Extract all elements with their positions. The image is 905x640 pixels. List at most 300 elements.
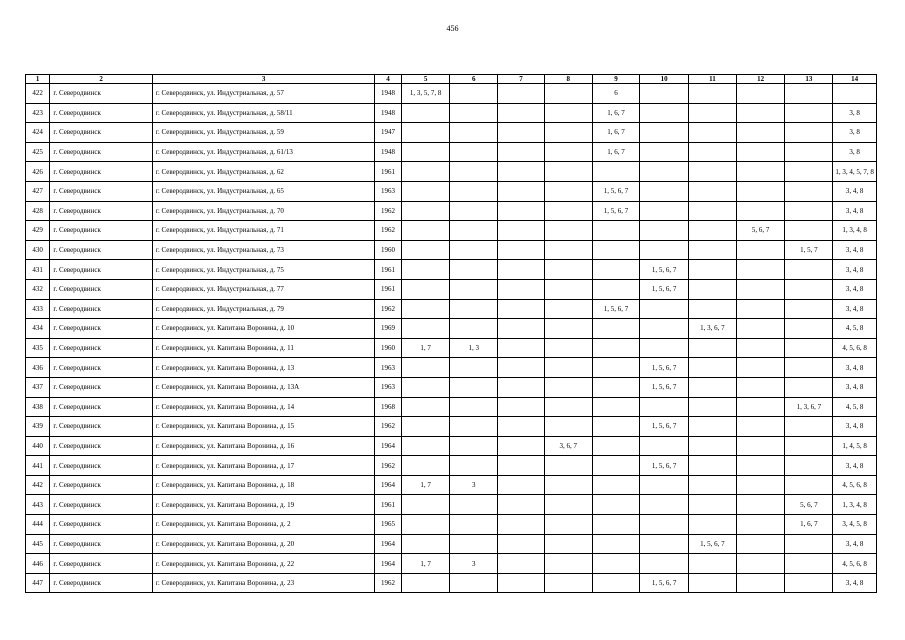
table-cell-col-6 [450,397,498,417]
table-cell-col-1: 431 [26,260,50,280]
table-cell-col-13 [785,534,833,554]
table-cell-col-9 [592,358,640,378]
table-cell-col-1: 432 [26,279,50,299]
table-cell-col-9: 1, 5, 6, 7 [592,201,640,221]
table-cell-col-2: г. Северодвинск [50,162,153,182]
table-cell-col-6 [450,495,498,515]
column-header-2: 2 [50,75,153,84]
table-cell-col-8 [544,397,592,417]
table-cell-col-1: 444 [26,515,50,535]
column-number-header-row [26,75,877,84]
table-cell-col-10 [640,162,689,182]
table-cell-col-14: 4, 5, 8 [833,319,877,339]
table-cell-col-7 [498,103,545,123]
table-cell-col-11 [689,181,737,201]
table-cell-col-11 [689,417,737,437]
table-cell-col-14: 4, 5, 6, 8 [833,554,877,574]
table-cell-col-7 [498,475,545,495]
table-cell-col-13: 1, 5, 7 [785,240,833,260]
table-cell-col-10 [640,240,689,260]
table-cell-col-4: 1962 [375,573,401,593]
table-cell-col-14: 1, 3, 4, 5, 7, 8 [833,162,877,182]
table-cell-col-7 [498,417,545,437]
table-cell-col-5 [401,358,450,378]
table-cell-col-1: 439 [26,417,50,437]
table-cell-col-1: 430 [26,240,50,260]
table-cell-col-1: 429 [26,221,50,241]
table-cell-col-2: г. Северодвинск [50,515,153,535]
table-cell-col-7 [498,554,545,574]
table-cell-col-11 [689,358,737,378]
table-cell-col-3: г. Северодвинск, ул. Индустриальная, д. 75 [152,260,374,280]
table-cell-col-12 [736,181,785,201]
table-body [26,84,877,593]
table-cell-col-4: 1961 [375,279,401,299]
table-cell-col-3: г. Северодвинск, ул. Индустриальная, д. 70 [152,201,374,221]
table-cell-col-8 [544,123,592,143]
table-cell-col-5 [401,279,450,299]
table-cell-col-10: 1, 5, 6, 7 [640,377,689,397]
table-cell-col-10 [640,319,689,339]
table-cell-col-10 [640,103,689,123]
table-cell-col-4: 1965 [375,515,401,535]
table-cell-col-7 [498,201,545,221]
table-cell-col-8 [544,358,592,378]
table-cell-col-1: 434 [26,319,50,339]
table-cell-col-14: 4, 5, 6, 8 [833,338,877,358]
table-row [26,554,877,574]
table-cell-col-1: 424 [26,123,50,143]
table-cell-col-5 [401,299,450,319]
table-cell-col-10 [640,515,689,535]
table-cell-col-13 [785,221,833,241]
table-cell-col-7 [498,456,545,476]
table-cell-col-10 [640,142,689,162]
table-cell-col-10: 1, 5, 6, 7 [640,573,689,593]
table-cell-col-4: 1964 [375,436,401,456]
table-cell-col-9 [592,279,640,299]
table-cell-col-7 [498,142,545,162]
column-header-10: 10 [640,75,689,84]
table-cell-col-4: 1963 [375,377,401,397]
table-cell-col-12 [736,162,785,182]
table-cell-col-7 [498,436,545,456]
table-cell-col-9 [592,319,640,339]
table-cell-col-4: 1969 [375,319,401,339]
table-cell-col-5 [401,456,450,476]
table-cell-col-12 [736,515,785,535]
table-cell-col-10 [640,338,689,358]
table-cell-col-10 [640,495,689,515]
table-cell-col-6 [450,123,498,143]
table-cell-col-2: г. Северодвинск [50,554,153,574]
table-row [26,338,877,358]
table-cell-col-2: г. Северодвинск [50,201,153,221]
table-cell-col-13 [785,299,833,319]
table-cell-col-12 [736,495,785,515]
table-cell-col-9: 1, 6, 7 [592,103,640,123]
table-cell-col-13 [785,554,833,574]
column-header-4: 4 [375,75,401,84]
table-cell-col-1: 441 [26,456,50,476]
table-cell-col-12 [736,475,785,495]
table-cell-col-3: г. Северодвинск, ул. Капитана Воронина, д. 19 [152,495,374,515]
table-cell-col-3: г. Северодвинск, ул. Капитана Воронина, д. 17 [152,456,374,476]
table-cell-col-3: г. Северодвинск, ул. Индустриальная, д. 77 [152,279,374,299]
table-cell-col-7 [498,221,545,241]
table-cell-col-10 [640,84,689,104]
table-cell-col-2: г. Северодвинск [50,123,153,143]
table-cell-col-7 [498,260,545,280]
table-cell-col-3: г. Северодвинск, ул. Индустриальная, д. 65 [152,181,374,201]
table-cell-col-13 [785,162,833,182]
table-cell-col-6 [450,279,498,299]
table-cell-col-11 [689,84,737,104]
table-cell-col-14: 3, 4, 5, 8 [833,515,877,535]
table-cell-col-4: 1964 [375,534,401,554]
table-cell-col-13 [785,84,833,104]
table-cell-col-9: 1, 5, 6, 7 [592,181,640,201]
table-cell-col-9 [592,475,640,495]
table-cell-col-8 [544,377,592,397]
table-cell-col-4: 1968 [375,397,401,417]
table-cell-col-7 [498,279,545,299]
table-cell-col-11 [689,338,737,358]
table-cell-col-8 [544,299,592,319]
table-cell-col-7 [498,84,545,104]
column-header-12: 12 [736,75,785,84]
table-cell-col-13 [785,201,833,221]
table-cell-col-5 [401,573,450,593]
table-cell-col-1: 437 [26,377,50,397]
table-row [26,299,877,319]
table-cell-col-4: 1962 [375,221,401,241]
table-cell-col-8 [544,240,592,260]
table-cell-col-11 [689,495,737,515]
table-cell-col-5 [401,221,450,241]
table-cell-col-9 [592,456,640,476]
table-cell-col-6: 3 [450,475,498,495]
table-cell-col-8 [544,534,592,554]
table-row [26,201,877,221]
table-cell-col-8 [544,554,592,574]
table-cell-col-2: г. Северодвинск [50,240,153,260]
column-header-9: 9 [592,75,640,84]
table-cell-col-12 [736,123,785,143]
table-cell-col-8 [544,338,592,358]
table-cell-col-7 [498,299,545,319]
table-cell-col-14: 3, 4, 8 [833,181,877,201]
table-cell-col-12 [736,417,785,437]
table-cell-col-10: 1, 5, 6, 7 [640,417,689,437]
table-cell-col-1: 446 [26,554,50,574]
table-cell-col-13 [785,475,833,495]
table-cell-col-6 [450,436,498,456]
table-cell-col-8 [544,279,592,299]
table-cell-col-2: г. Северодвинск [50,84,153,104]
table-cell-col-1: 433 [26,299,50,319]
table-cell-col-9 [592,338,640,358]
table-cell-col-13 [785,338,833,358]
table-cell-col-9: 1, 6, 7 [592,123,640,143]
housing-register-table [25,74,877,593]
table-cell-col-5 [401,201,450,221]
table-cell-col-11 [689,123,737,143]
table-cell-col-12 [736,397,785,417]
table-cell-col-12 [736,436,785,456]
table-cell-col-7 [498,319,545,339]
table-cell-col-14: 1, 3, 4, 8 [833,495,877,515]
table-row [26,436,877,456]
table-cell-col-3: г. Северодвинск, ул. Индустриальная, д. 58/11 [152,103,374,123]
table-cell-col-2: г. Северодвинск [50,377,153,397]
table-cell-col-13: 1, 6, 7 [785,515,833,535]
table-cell-col-13 [785,103,833,123]
table-cell-col-8 [544,162,592,182]
table-cell-col-6 [450,240,498,260]
table-cell-col-14: 3, 8 [833,103,877,123]
table-cell-col-5 [401,495,450,515]
table-cell-col-13: 1, 3, 6, 7 [785,397,833,417]
table-cell-col-11 [689,377,737,397]
table-cell-col-10 [640,397,689,417]
table-cell-col-1: 426 [26,162,50,182]
table-cell-col-10: 1, 5, 6, 7 [640,279,689,299]
table-cell-col-4: 1948 [375,142,401,162]
table-cell-col-9 [592,162,640,182]
table-cell-col-11 [689,221,737,241]
table-row [26,221,877,241]
table-cell-col-6 [450,221,498,241]
table-cell-col-10: 1, 5, 6, 7 [640,456,689,476]
table-cell-col-11: 1, 3, 6, 7 [689,319,737,339]
table-cell-col-3: г. Северодвинск, ул. Индустриальная, д. 61/13 [152,142,374,162]
table-cell-col-12 [736,279,785,299]
table-cell-col-12 [736,554,785,574]
column-header-5: 5 [401,75,450,84]
table-cell-col-1: 438 [26,397,50,417]
table-cell-col-4: 1948 [375,103,401,123]
table-cell-col-12 [736,377,785,397]
table-cell-col-3: г. Северодвинск, ул. Капитана Воронина, д. 10 [152,319,374,339]
table-row [26,515,877,535]
table-cell-col-12 [736,240,785,260]
table-cell-col-4: 1964 [375,554,401,574]
table-cell-col-1: 435 [26,338,50,358]
table-cell-col-2: г. Северодвинск [50,397,153,417]
table-cell-col-9 [592,554,640,574]
column-header-14: 14 [833,75,877,84]
table-cell-col-14: 1, 4, 5, 8 [833,436,877,456]
table-cell-col-11 [689,103,737,123]
table-cell-col-9 [592,377,640,397]
table-cell-col-12 [736,299,785,319]
table-cell-col-10 [640,436,689,456]
table-cell-col-5 [401,162,450,182]
table-cell-col-5: 1, 7 [401,338,450,358]
table-cell-col-14: 3, 4, 8 [833,417,877,437]
table-cell-col-2: г. Северодвинск [50,221,153,241]
table-cell-col-6 [450,181,498,201]
table-cell-col-9: 1, 6, 7 [592,142,640,162]
table-cell-col-2: г. Северодвинск [50,417,153,437]
table-cell-col-1: 428 [26,201,50,221]
table-cell-col-7 [498,338,545,358]
column-header-3: 3 [152,75,374,84]
table-cell-col-7 [498,162,545,182]
table-cell-col-14: 3, 4, 8 [833,534,877,554]
table-row [26,162,877,182]
table-cell-col-9 [592,534,640,554]
table-cell-col-5 [401,319,450,339]
table-cell-col-10 [640,181,689,201]
table-cell-col-11 [689,515,737,535]
table-cell-col-1: 436 [26,358,50,378]
table-cell-col-10 [640,123,689,143]
table-cell-col-6 [450,417,498,437]
table-cell-col-9 [592,397,640,417]
table-cell-col-14: 3, 4, 8 [833,299,877,319]
table-cell-col-3: г. Северодвинск, ул. Капитана Воронина, д. 13 [152,358,374,378]
table-row [26,358,877,378]
table-cell-col-12 [736,456,785,476]
table-cell-col-11 [689,397,737,417]
table-cell-col-13 [785,319,833,339]
table-cell-col-13 [785,436,833,456]
table-cell-col-5 [401,103,450,123]
table-cell-col-3: г. Северодвинск, ул. Капитана Воронина, д. 2 [152,515,374,535]
table-cell-col-4: 1962 [375,456,401,476]
table-row [26,103,877,123]
table-cell-col-11 [689,573,737,593]
table-cell-col-10 [640,534,689,554]
table-cell-col-12 [736,201,785,221]
column-header-8: 8 [544,75,592,84]
table-cell-col-2: г. Северодвинск [50,495,153,515]
table-cell-col-9 [592,221,640,241]
table-cell-col-12 [736,358,785,378]
table-cell-col-11 [689,299,737,319]
table-cell-col-10 [640,554,689,574]
table-row [26,142,877,162]
table-cell-col-6: 3 [450,554,498,574]
column-header-13: 13 [785,75,833,84]
table-cell-col-12: 5, 6, 7 [736,221,785,241]
table-cell-col-1: 425 [26,142,50,162]
table-cell-col-14 [833,84,877,104]
table-cell-col-1: 427 [26,181,50,201]
table-cell-col-8 [544,260,592,280]
table-cell-col-14: 3, 8 [833,142,877,162]
table-cell-col-14: 4, 5, 8 [833,397,877,417]
table-cell-col-8 [544,417,592,437]
table-cell-col-7 [498,123,545,143]
table-cell-col-4: 1963 [375,181,401,201]
table-cell-col-13 [785,279,833,299]
table-cell-col-4: 1960 [375,338,401,358]
table-cell-col-13 [785,181,833,201]
table-cell-col-5 [401,397,450,417]
table-cell-col-14: 3, 8 [833,123,877,143]
table-cell-col-3: г. Северодвинск, ул. Капитана Воронина, д. 22 [152,554,374,574]
table-cell-col-13: 5, 6, 7 [785,495,833,515]
table-cell-col-13 [785,377,833,397]
table-cell-col-14: 3, 4, 8 [833,456,877,476]
table-cell-col-9: 6 [592,84,640,104]
table-cell-col-2: г. Северодвинск [50,319,153,339]
table-cell-col-2: г. Северодвинск [50,534,153,554]
table-cell-col-7 [498,358,545,378]
table-cell-col-4: 1947 [375,123,401,143]
table-cell-col-12 [736,338,785,358]
table-cell-col-3: г. Северодвинск, ул. Капитана Воронина, д. 20 [152,534,374,554]
column-header-1: 1 [26,75,50,84]
table-cell-col-3: г. Северодвинск, ул. Капитана Воронина, д. 14 [152,397,374,417]
table-cell-col-10: 1, 5, 6, 7 [640,358,689,378]
table-cell-col-9 [592,515,640,535]
table-cell-col-2: г. Северодвинск [50,358,153,378]
table-cell-col-8 [544,201,592,221]
table-cell-col-14: 3, 4, 8 [833,279,877,299]
table-cell-col-7 [498,377,545,397]
table-cell-col-2: г. Северодвинск [50,573,153,593]
table-row [26,456,877,476]
table-cell-col-3: г. Северодвинск, ул. Капитана Воронина, д. 16 [152,436,374,456]
table-cell-col-9 [592,260,640,280]
table-row [26,319,877,339]
table-cell-col-3: г. Северодвинск, ул. Капитана Воронина, д. 13А [152,377,374,397]
table-cell-col-10 [640,299,689,319]
table-cell-col-12 [736,319,785,339]
table-cell-col-6 [450,103,498,123]
table-cell-col-14: 3, 4, 8 [833,377,877,397]
table-cell-col-4: 1961 [375,260,401,280]
table-row [26,495,877,515]
table-cell-col-5: 1, 3, 5, 7, 8 [401,84,450,104]
table-cell-col-7 [498,240,545,260]
table-cell-col-3: г. Северодвинск, ул. Индустриальная, д. 71 [152,221,374,241]
table-cell-col-8 [544,495,592,515]
table-cell-col-13 [785,142,833,162]
table-cell-col-3: г. Северодвинск, ул. Индустриальная, д. 59 [152,123,374,143]
table-cell-col-2: г. Северодвинск [50,142,153,162]
table-cell-col-1: 447 [26,573,50,593]
table-cell-col-14: 3, 4, 8 [833,358,877,378]
table-cell-col-11 [689,554,737,574]
table-cell-col-14: 3, 4, 8 [833,240,877,260]
table-cell-col-5 [401,260,450,280]
table-cell-col-7 [498,534,545,554]
table-cell-col-4: 1961 [375,495,401,515]
table-cell-col-12 [736,260,785,280]
table-cell-col-1: 423 [26,103,50,123]
table-cell-col-6 [450,456,498,476]
table-cell-col-1: 422 [26,84,50,104]
table-cell-col-11 [689,279,737,299]
table-cell-col-9 [592,436,640,456]
table-cell-col-8 [544,319,592,339]
column-header-11: 11 [689,75,737,84]
table-cell-col-4: 1948 [375,84,401,104]
table-row [26,534,877,554]
table-cell-col-6 [450,260,498,280]
table-cell-col-1: 445 [26,534,50,554]
table-cell-col-3: г. Северодвинск, ул. Индустриальная, д. 79 [152,299,374,319]
table-cell-col-5 [401,515,450,535]
table-cell-col-7 [498,515,545,535]
table-cell-col-2: г. Северодвинск [50,260,153,280]
table-cell-col-1: 442 [26,475,50,495]
